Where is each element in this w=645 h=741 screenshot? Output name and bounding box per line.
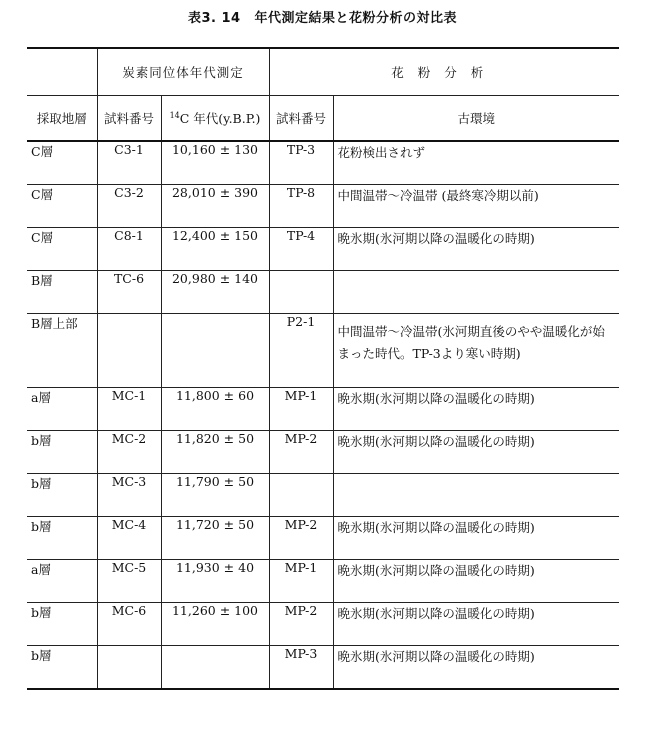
cell-paleoenvironment: 中間温帯～冷温帯 (最終寒冷期以前) [333,185,619,228]
cell-sample: MC-4 [97,517,161,560]
cell-age: 12,400 ± 150 [161,228,269,271]
cell-sample: MC-6 [97,603,161,646]
header-layer: 採取地層 [27,96,97,142]
header-paleoenvironment: 古環境 [333,96,619,142]
cell-pollen-sample: TP-4 [269,228,333,271]
table-row [27,646,619,690]
cell-age: 10,160 ± 130 [161,141,269,185]
cell-sample: C3-2 [97,185,161,228]
header-pollen-analysis: 花粉分析 [269,48,619,96]
cell-sample: MC-2 [97,431,161,474]
cell-layer: C層 [27,185,97,228]
cell-pollen-sample: MP-3 [269,646,333,690]
cell-layer: a層 [27,560,97,603]
table-row [27,388,619,431]
cell-paleoenvironment: 晩氷期(氷河期以降の温暖化の時期) [333,431,619,474]
table-row [27,185,619,228]
cell-sample: C3-1 [97,141,161,185]
cell-layer: a層 [27,388,97,431]
table-row [27,141,619,185]
cell-layer: b層 [27,474,97,517]
table-row [27,228,619,271]
table-row [27,603,619,646]
header-empty-cell [27,48,97,96]
cell-age [161,314,269,388]
cell-age: 28,010 ± 390 [161,185,269,228]
header-column-row [27,96,619,142]
cell-paleoenvironment: 晩氷期(氷河期以降の温暖化の時期) [333,560,619,603]
cell-age: 11,720 ± 50 [161,517,269,560]
cell-layer: b層 [27,431,97,474]
cell-paleoenvironment: 中間温帯～冷温帯(氷河期直後のやや温暖化が始まった時代。TP-3より寒い時期) [333,314,619,388]
cell-sample: MC-3 [97,474,161,517]
table-title: 年代測定結果と花粉分析の対比表 [254,11,458,26]
comparison-table [27,47,619,690]
cell-pollen-sample: TP-3 [269,141,333,185]
cell-pollen-sample: TP-8 [269,185,333,228]
cell-age: 20,980 ± 140 [161,271,269,314]
cell-age [161,646,269,690]
cell-pollen-sample: P2-1 [269,314,333,388]
cell-sample: MC-5 [97,560,161,603]
table-row [27,271,619,314]
header-pollen-sample-number: 試料番号 [269,96,333,142]
table-row [27,314,619,388]
cell-paleoenvironment: 晩氷期(氷河期以降の温暖化の時期) [333,603,619,646]
cell-sample: C8-1 [97,228,161,271]
cell-layer: b層 [27,517,97,560]
cell-pollen-sample: MP-1 [269,560,333,603]
table-row [27,517,619,560]
cell-paleoenvironment: 晩氷期(氷河期以降の温暖化の時期) [333,646,619,690]
cell-pollen-sample: MP-2 [269,431,333,474]
cell-paleoenvironment [333,474,619,517]
cell-pollen-sample: MP-2 [269,517,333,560]
cell-layer: b層 [27,603,97,646]
table-row [27,560,619,603]
cell-paleoenvironment [333,271,619,314]
cell-paleoenvironment: 花粉検出されず [333,141,619,185]
header-group-row [27,48,619,96]
header-sample-number: 試料番号 [97,96,161,142]
header-carbon-dating: 炭素同位体年代測定 [97,48,269,96]
cell-sample: MC-1 [97,388,161,431]
table-number: 表3. 14 [187,11,241,26]
cell-paleoenvironment: 晩氷期(氷河期以降の温暖化の時期) [333,517,619,560]
cell-pollen-sample: MP-1 [269,388,333,431]
cell-layer: B層 [27,271,97,314]
cell-layer: C層 [27,228,97,271]
cell-age: 11,790 ± 50 [161,474,269,517]
header-c14-age [161,96,269,142]
header-c14-superscript: 14 [169,110,180,120]
cell-age: 11,930 ± 40 [161,560,269,603]
cell-layer: C層 [27,141,97,185]
cell-age: 11,800 ± 60 [161,388,269,431]
cell-paleoenvironment: 晩氷期(氷河期以降の温暖化の時期) [333,228,619,271]
cell-age: 11,260 ± 100 [161,603,269,646]
cell-pollen-sample: MP-2 [269,603,333,646]
cell-age: 11,820 ± 50 [161,431,269,474]
header-c14-label: C 年代(y.B.P.) [179,111,261,126]
cell-paleoenvironment: 晩氷期(氷河期以降の温暖化の時期) [333,388,619,431]
cell-sample [97,646,161,690]
cell-layer: b層 [27,646,97,690]
table-row [27,474,619,517]
cell-pollen-sample [269,474,333,517]
cell-pollen-sample [269,271,333,314]
cell-sample: TC-6 [97,271,161,314]
table-caption [0,7,645,26]
cell-sample [97,314,161,388]
cell-layer: B層上部 [27,314,97,388]
table-row [27,431,619,474]
